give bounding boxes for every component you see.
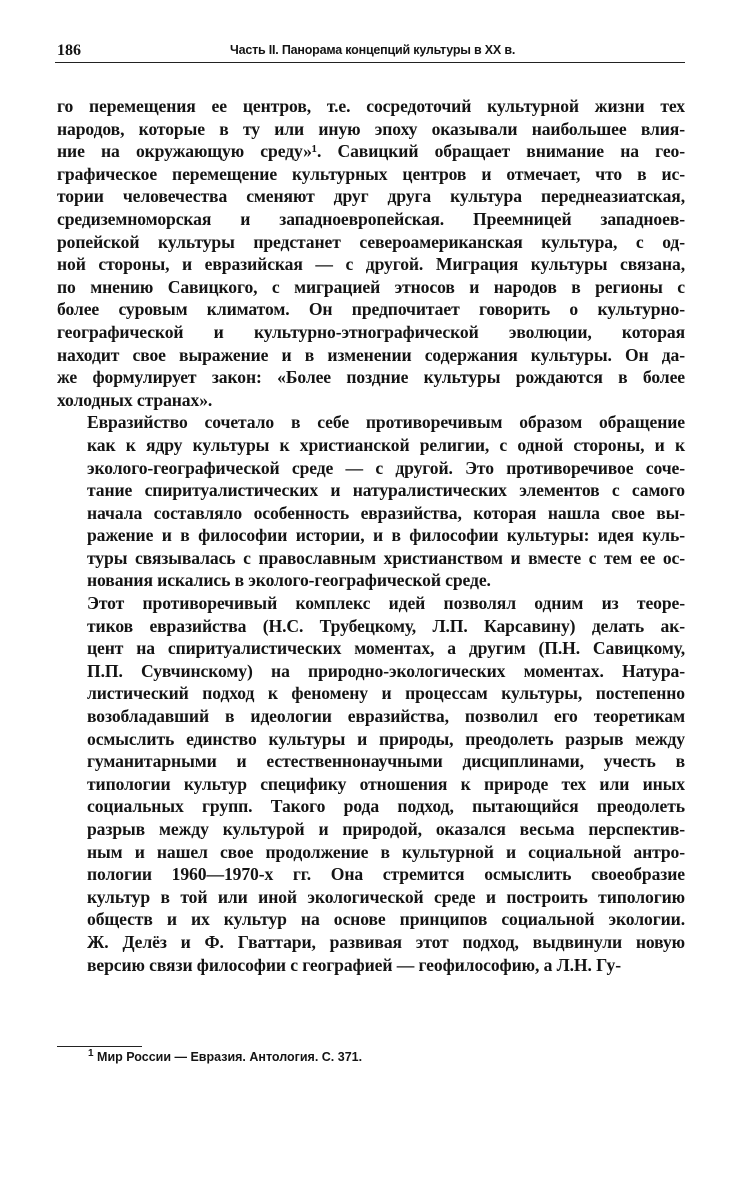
paragraph bbox=[57, 411, 685, 592]
footnote-marker: 1 bbox=[88, 1047, 94, 1059]
text-line: тории человечества сменяют друг друга культура переднеазиатская, bbox=[57, 186, 685, 207]
text-line: тиков евразийства (Н.С. Трубецкому, Л.П. Карсавину) делать ак- bbox=[87, 615, 685, 636]
text-line: графическое перемещение культурных центров и отмечает, что в ис- bbox=[57, 163, 685, 184]
text-line: ропейской культуры предстанет североамериканская культура, с од- bbox=[57, 231, 685, 252]
text-line: обществ и их культур на основе принципов социальной экологии. bbox=[87, 909, 685, 930]
paragraph bbox=[57, 592, 685, 976]
text-line: социальных групп. Такого рода подход, пытающийся преодолеть bbox=[87, 796, 685, 817]
text-line: как к ядру культуры к христианской религии, с одной стороны, и к bbox=[87, 434, 685, 455]
text-line: Этот противоречивый комплекс идей позволял одним из теоре- bbox=[87, 593, 685, 614]
text-line: го перемещения ее центров, т.е. сосредоточий культурной жизни тех bbox=[57, 96, 685, 116]
text-line: ражение и в философии истории, и в философии культуры: идея куль- bbox=[87, 525, 685, 546]
text-line: туры связывалась с православным христианством и вместе с тем ее ос- bbox=[87, 547, 685, 568]
text-line: более суровым климатом. Он предпочитает говорить о культурно- bbox=[57, 299, 685, 320]
text-line: версию связи философии с географией — геофилософию, а Л.Н. Гу- bbox=[87, 954, 621, 975]
footnote-divider bbox=[57, 1046, 142, 1047]
text-line: гуманитарными и естественнонаучными дисциплинами, учесть в bbox=[87, 751, 685, 772]
text-line: эколого-географической среде — с другой. Это противоречивое соче- bbox=[87, 457, 685, 478]
text-line: народов, которые в ту или иную эпоху оказывали наибольшее влия- bbox=[57, 118, 685, 139]
text-line: ной стороны, и евразийская — с другой. Миграция культуры связана, bbox=[57, 254, 685, 275]
body-text bbox=[57, 95, 685, 976]
running-head: Часть II. Панорама концепций культуры в XX в. bbox=[230, 43, 516, 57]
text-line: Евразийство сочетало в себе противоречивым образом обращение bbox=[87, 412, 685, 433]
text-line: средиземноморская и западноевропейская. Преемницей западноев- bbox=[57, 208, 685, 229]
text-line: разрыв между культурой и природой, оказался весьма перспектив- bbox=[87, 819, 685, 839]
text-line: тание спиритуалистических и натуралистических элементов с самого bbox=[87, 480, 685, 501]
text-line: пологии 1960—1970-х гг. Она стремится осмыслить своеобразие bbox=[87, 864, 685, 885]
text-line: листический подход к феномену и процессам культуры, постепенно bbox=[87, 683, 685, 704]
text-line: П.П. Сувчинскому) на природно-экологических моментах. Натура- bbox=[87, 660, 685, 681]
text-line: культур в той или иной экологической среде и построить типологию bbox=[87, 886, 685, 907]
text-line: нования искались в эколого-географической среде. bbox=[87, 570, 491, 591]
page-header bbox=[55, 38, 685, 63]
text-line: возобладавший в идеологии евразийства, позволил его теоретикам bbox=[87, 706, 685, 727]
text-line: холодных странах». bbox=[57, 389, 213, 410]
footnote-text: Мир России — Евразия. Антология. С. 371. bbox=[97, 1050, 363, 1064]
page-number: 186 bbox=[57, 42, 81, 59]
footnote bbox=[88, 1047, 363, 1064]
text-line: ным и нашел свое продолжение в культурной и социальной антро- bbox=[87, 841, 685, 862]
text-line: осмыслить единство культуры и природы, преодолеть разрыв между bbox=[87, 728, 685, 749]
text-line: типологии культур специфику отношения к природе тех или иных bbox=[87, 773, 685, 794]
text-line: Ж. Делёз и Ф. Гваттари, развивая этот подход, выдвинули новую bbox=[87, 931, 685, 952]
text-line: начала составляло особенность евразийства, которая нашла свое вы- bbox=[87, 502, 685, 523]
paragraph bbox=[57, 95, 685, 411]
text-line: по мнению Савицкого, с миграцией этносов и народов в регионы с bbox=[57, 276, 685, 297]
text-line: цент на спиритуалистических моментах, а другим (П.Н. Савицкому, bbox=[87, 638, 685, 659]
text-line: географической и культурно-этнографической эволюции, которая bbox=[57, 321, 685, 342]
text-line: находит свое выражение и в изменении содержания культуры. Он да- bbox=[57, 344, 685, 365]
text-line: ние на окружающую среду»¹. Савицкий обращает внимание на гео- bbox=[57, 141, 685, 162]
text-line: же формулирует закон: «Более поздние культуры рождаются в более bbox=[57, 367, 685, 388]
